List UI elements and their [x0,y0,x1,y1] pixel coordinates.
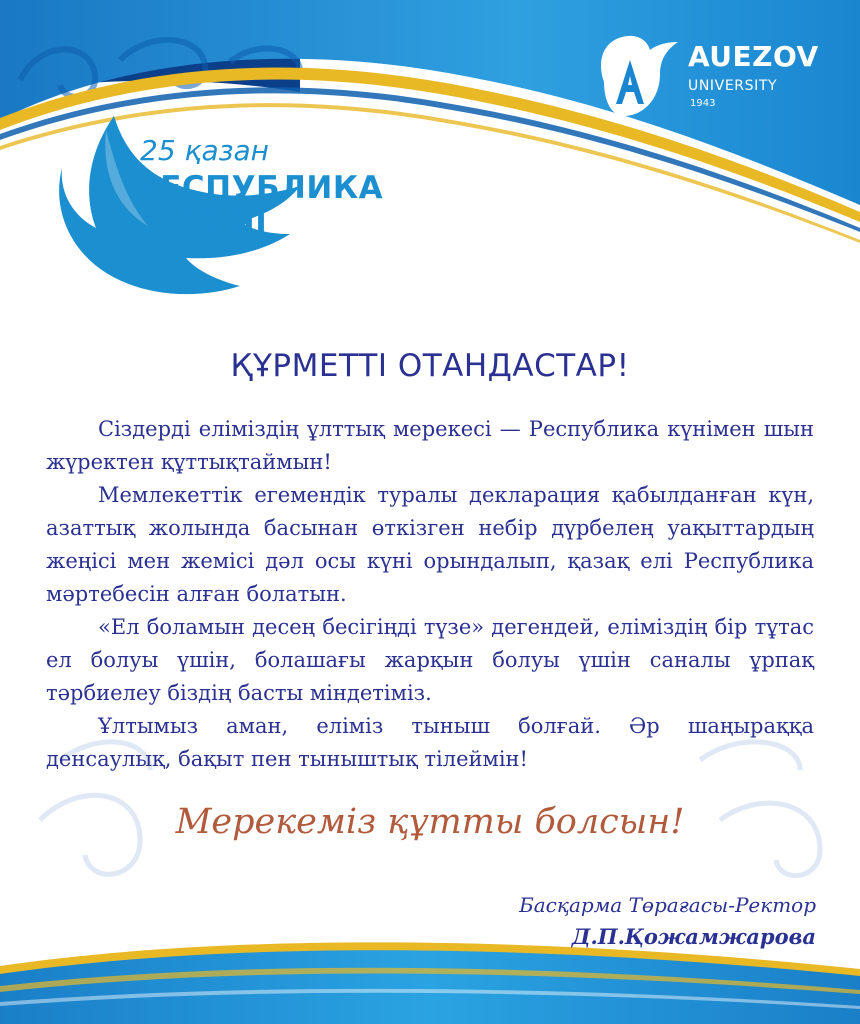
letter-body [46,413,814,776]
signature-role: Басқарма Төрағасы-Ректор [519,893,816,917]
letter-paragraph: Ұлтымыз аман, еліміз тыныш болғай. Әр шаңыраққа денсаулық, бақыт пен тыныштық тілеймін! [46,714,814,771]
holiday-greeting: Мерекеміз құтты болсын! [175,802,685,842]
letter-paragraph: Мемлекеттік егемендік туралы декларация қабылданған күн, азаттық жолында басынан өткізген небір дүрбелең уақыттардың жеңісі мен жемісі дәл осы күні орындалып, қазақ елі Республика мәртебесін алған болатын. [46,483,814,606]
letter-heading: ҚҰРМЕТТІ ОТАНДАСТАР! [230,348,630,384]
university-year: 1943 [690,98,716,109]
university-name: AUEZOV [688,40,819,73]
letter-paragraph: «Ел боламын десең бесігіңді түзе» дегендей, еліміздің бір тұтас ел болуы үшін, болашағы жарқын болуы үшін саналы ұрпақ тәрбиелеу біздің басты міндетіміз. [46,615,814,705]
holiday-subtitle: КҮНІ [180,206,268,242]
signature-name: Д.П.Қожамжарова [571,924,816,949]
university-subtitle: UNIVERSITY [688,78,778,94]
holiday-date: 25 қазан [140,134,269,167]
holiday-title: РЕСПУБЛИКА [137,170,384,206]
letter-paragraph: Сіздерді еліміздің ұлттық мерекесі — Республика күнімен шын жүректен құттықтаймын! [46,417,814,474]
